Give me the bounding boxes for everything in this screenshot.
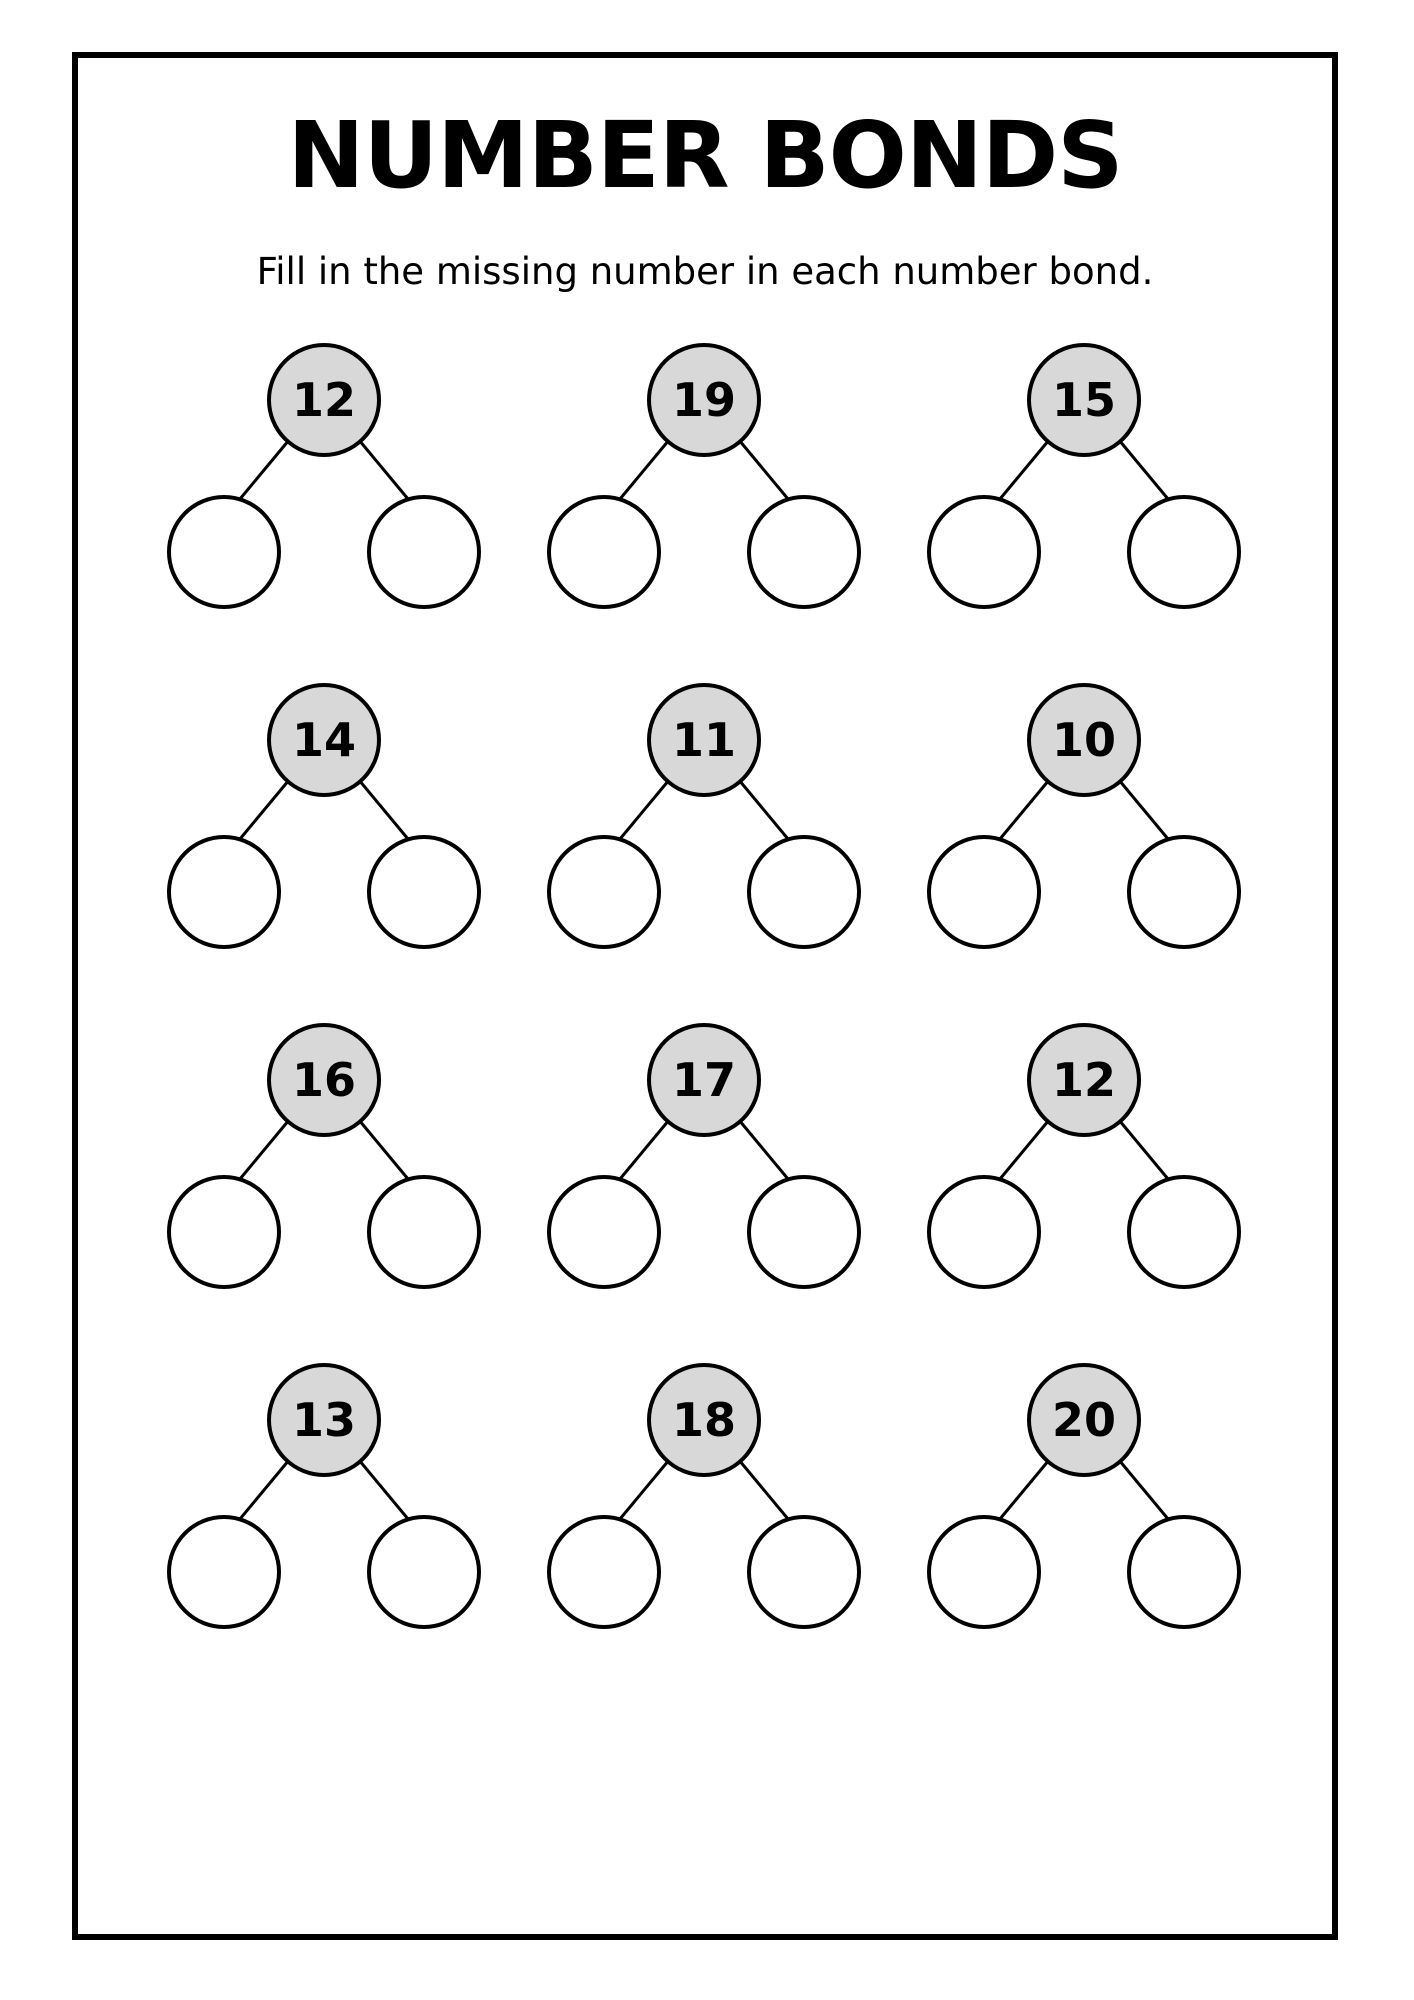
number-bond [155, 663, 495, 983]
bond-part-right-input[interactable] [1127, 1515, 1241, 1629]
bond-part-right-input[interactable] [1127, 835, 1241, 949]
instructions-text: Fill in the missing number in each number bond. [256, 250, 1154, 293]
bond-part-left-input[interactable] [547, 495, 661, 609]
number-bond [535, 1003, 875, 1323]
bond-part-right-input[interactable] [747, 495, 861, 609]
bond-part-left-input[interactable] [547, 1515, 661, 1629]
bond-whole-circle: 17 [647, 1023, 761, 1137]
number-bond [155, 1003, 495, 1323]
bond-whole-circle: 16 [267, 1023, 381, 1137]
bond-whole-circle: 14 [267, 683, 381, 797]
bond-part-left-input[interactable] [167, 1175, 281, 1289]
bond-part-left-input[interactable] [547, 835, 661, 949]
bond-whole-circle: 13 [267, 1363, 381, 1477]
bond-whole-circle: 20 [1027, 1363, 1141, 1477]
bond-whole-circle: 12 [267, 343, 381, 457]
bond-whole-circle: 12 [1027, 1023, 1141, 1137]
bond-whole-circle: 19 [647, 343, 761, 457]
bond-part-left-input[interactable] [927, 1175, 1041, 1289]
bond-whole-circle: 15 [1027, 343, 1141, 457]
bond-part-left-input[interactable] [547, 1175, 661, 1289]
bond-part-right-input[interactable] [1127, 495, 1241, 609]
worksheet-page [72, 52, 1338, 1940]
number-bond [915, 1343, 1255, 1663]
bond-whole-circle: 18 [647, 1363, 761, 1477]
number-bond [535, 323, 875, 643]
bond-part-left-input[interactable] [927, 835, 1041, 949]
bond-part-right-input[interactable] [747, 1175, 861, 1289]
bond-part-left-input[interactable] [927, 495, 1041, 609]
number-bond [915, 663, 1255, 983]
bond-part-right-input[interactable] [747, 1515, 861, 1629]
bond-part-right-input[interactable] [367, 1515, 481, 1629]
number-bond [535, 663, 875, 983]
bond-part-left-input[interactable] [167, 495, 281, 609]
number-bond-grid [135, 293, 1275, 1683]
bond-part-left-input[interactable] [927, 1515, 1041, 1629]
number-bond [155, 323, 495, 643]
bond-part-right-input[interactable] [747, 835, 861, 949]
number-bond [915, 323, 1255, 643]
number-bond [915, 1003, 1255, 1323]
page-title: NUMBER BONDS [287, 102, 1123, 209]
bond-part-right-input[interactable] [367, 495, 481, 609]
number-bond [535, 1343, 875, 1663]
number-bond [155, 1343, 495, 1663]
bond-part-left-input[interactable] [167, 1515, 281, 1629]
bond-whole-circle: 11 [647, 683, 761, 797]
bond-part-right-input[interactable] [367, 835, 481, 949]
bond-part-right-input[interactable] [367, 1175, 481, 1289]
bond-part-left-input[interactable] [167, 835, 281, 949]
bond-part-right-input[interactable] [1127, 1175, 1241, 1289]
bond-whole-circle: 10 [1027, 683, 1141, 797]
